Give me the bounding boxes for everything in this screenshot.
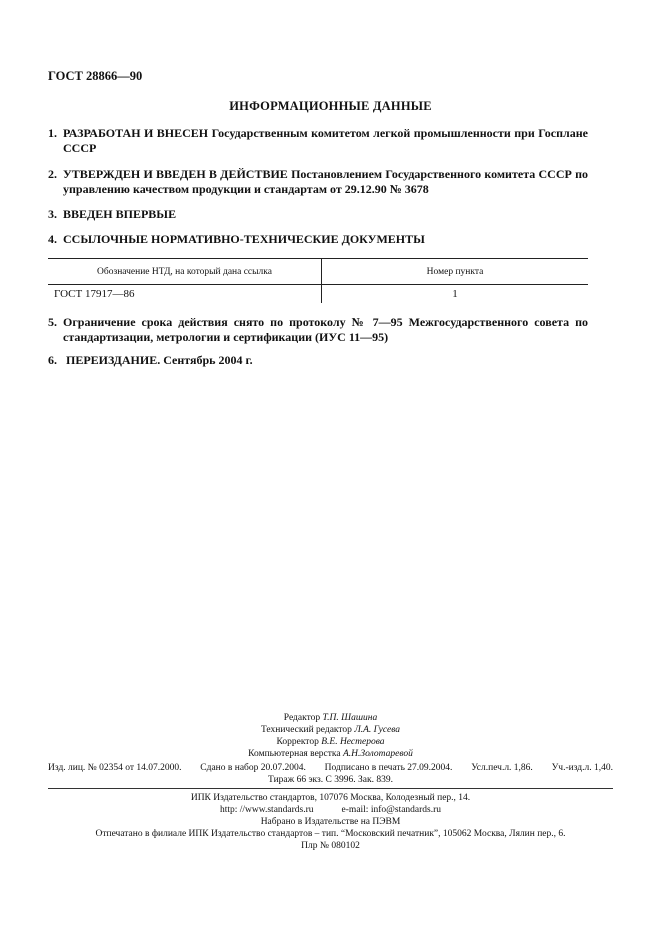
info-item-1 bbox=[48, 126, 588, 156]
corrector-role: Корректор bbox=[276, 737, 319, 747]
typeset-date: Сдано в набор 20.07.2004. bbox=[200, 763, 306, 773]
corrector-name: В.Е. Нестерова bbox=[321, 737, 385, 747]
item-number: 3. bbox=[48, 207, 57, 221]
typeset-location: Набрано в Издательстве на ПЭВМ bbox=[260, 817, 401, 827]
info-item-4 bbox=[48, 232, 588, 247]
table-row bbox=[48, 285, 588, 304]
layout-name: А.Н.Золотаревой bbox=[342, 749, 413, 759]
item-head: ПЕРЕИЗДАНИЕ. bbox=[66, 353, 161, 367]
divider bbox=[48, 788, 613, 789]
editor-role: Редактор bbox=[283, 713, 321, 723]
reference-documents-table bbox=[48, 258, 588, 303]
editorial-credits bbox=[0, 712, 661, 760]
table-cell-ntd: ГОСТ 17917—86 bbox=[48, 285, 322, 304]
table-cell-clause: 1 bbox=[452, 288, 458, 300]
publication-details bbox=[48, 762, 613, 786]
info-item-2 bbox=[48, 167, 588, 197]
item-head: ВВЕДЕН ВПЕРВЫЕ bbox=[63, 207, 177, 221]
item-text: Постановлением Государственного комитета СССР по управлению качеством продукции и стандартам от 29.12.90 № 3678 bbox=[63, 167, 589, 196]
edition-sheets: Уч.-изд.л. 1,40. bbox=[551, 763, 613, 773]
item-number: 6. bbox=[48, 353, 57, 367]
publisher-footer bbox=[0, 792, 661, 852]
plr-number: Плр № 080102 bbox=[301, 841, 360, 851]
document-id: ГОСТ 28866—90 bbox=[48, 69, 143, 83]
order-number: Зак. 839. bbox=[358, 775, 393, 785]
column-header-ntd: Обозначение НТД, на который дана ссылка bbox=[48, 259, 322, 285]
info-item-3 bbox=[48, 207, 588, 222]
info-item-6 bbox=[48, 353, 588, 368]
item-text: Ограничение срока действия снято по протоколу № 7—95 Межгосударственного совета по стандартизации, метрологии и сертификации (ИУС 11—95) bbox=[63, 315, 588, 344]
item-number: 1. bbox=[48, 126, 57, 140]
email-link[interactable]: e-mail: info@standards.ru bbox=[341, 805, 442, 815]
item-number: 5. bbox=[48, 315, 57, 329]
layout-role: Компьютерная верстка bbox=[248, 749, 341, 759]
item-head: РАЗРАБОТАН И ВНЕСЕН bbox=[63, 126, 209, 140]
item-head: ССЫЛОЧНЫЕ НОРМАТИВНО-ТЕХНИЧЕСКИЕ ДОКУМЕНТЫ bbox=[63, 232, 425, 246]
license-info: Изд. лиц. № 02354 от 14.07.2000. bbox=[48, 763, 182, 773]
print-sheets: Усл.печ.л. 1,86. bbox=[471, 763, 533, 773]
publisher-address: ИПК Издательство стандартов, 107076 Москва, Колодезный пер., 14. bbox=[190, 793, 471, 803]
item-number: 2. bbox=[48, 167, 57, 181]
printed-at: Отпечатано в филиале ИПК Издательство стандартов – тип. “Московский печатник”, 105062 Москва, Лялин пер., 6. bbox=[95, 829, 566, 839]
item-text: Сентябрь 2004 г. bbox=[163, 353, 253, 367]
editor-name: Т.П. Шашина bbox=[322, 713, 378, 723]
section-heading: ИНФОРМАЦИОННЫЕ ДАННЫЕ bbox=[229, 99, 432, 113]
info-item-5 bbox=[48, 315, 588, 345]
column-header-clause: Номер пункта bbox=[322, 259, 589, 285]
item-head: УТВЕРЖДЕН И ВВЕДЕН В ДЕЙСТВИЕ bbox=[63, 167, 288, 181]
website-link[interactable]: http: //www.standards.ru bbox=[219, 805, 314, 815]
print-run: Тираж 66 экз. С 3996. bbox=[268, 775, 356, 785]
tech-editor-name: Л.А. Гусева bbox=[354, 725, 401, 735]
item-text: Государственным комитетом легкой промышленности при Госплане СССР bbox=[63, 126, 588, 155]
signed-date: Подписано в печать 27.09.2004. bbox=[324, 763, 453, 773]
tech-editor-role: Технический редактор bbox=[260, 725, 352, 735]
item-number: 4. bbox=[48, 232, 57, 246]
table-header-row bbox=[48, 259, 588, 285]
